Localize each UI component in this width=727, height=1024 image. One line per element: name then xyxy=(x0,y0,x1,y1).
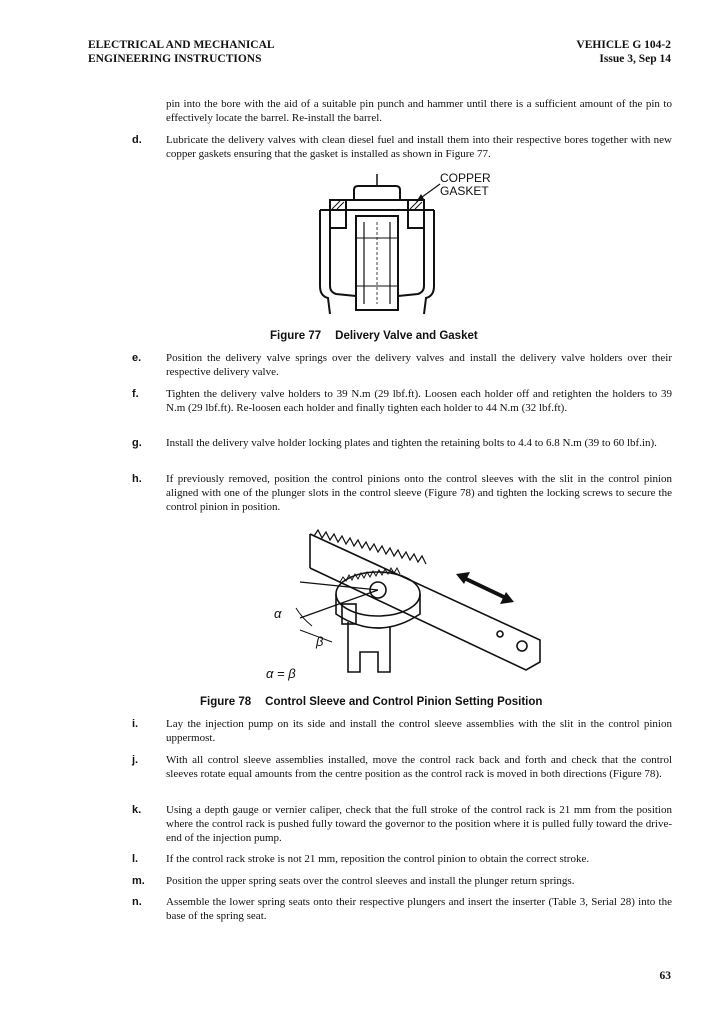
alpha-beta-equation: α = β xyxy=(266,666,296,681)
document-header-right xyxy=(576,38,671,66)
step-text: Install the delivery valve holder locking plates and tighten the retaining bolts to 4.4 to 6.8 N.m (39 to 60 lbf.in). xyxy=(166,437,657,449)
step-label: l. xyxy=(132,853,139,865)
step-text: Assemble the lower spring seats onto their respective plungers and insert the inserter (Table 3, Serial 28) into the base of the spring seat. xyxy=(166,896,672,923)
beta-label: β xyxy=(316,634,324,649)
step-text: If the control rack stroke is not 21 mm, reposition the control pinion to obtain the correct stroke. xyxy=(166,853,590,865)
step-k xyxy=(88,803,672,846)
figure-77-number: Figure 77 xyxy=(270,330,322,342)
step-l xyxy=(88,852,672,866)
figure-77-title: Delivery Valve and Gasket xyxy=(335,330,478,342)
page-number: 63 xyxy=(659,970,671,982)
step-label: f. xyxy=(132,388,139,400)
step-label: g. xyxy=(132,437,142,449)
step-label: h. xyxy=(132,473,142,485)
step-j xyxy=(88,753,672,781)
figure-78-caption xyxy=(200,696,542,708)
figure-78-number: Figure 78 xyxy=(200,696,252,708)
figure-77-caption xyxy=(270,330,478,342)
step-label: j. xyxy=(132,754,139,766)
step-label: i. xyxy=(132,718,139,730)
step-text: Using a depth gauge or vernier caliper, check that the full stroke of the control rack is 21 mm from the position where the control rack is pushed fully toward the governor to the position where it is pulled fully toward the drive-end of the injection pump. xyxy=(166,804,672,845)
header-document-type: ENGINEERING INSTRUCTIONS xyxy=(88,53,262,65)
step-h xyxy=(88,472,672,515)
figure-77-delivery-valve-diagram xyxy=(300,168,510,318)
step-i xyxy=(88,717,672,745)
step-text: If previously removed, position the control pinions onto the control sleeves with the slit in the control pinion aligned with one of the plunger slots in the control sleeve (Figure 78) and tighten the locking screws to secure the control pinion in position. xyxy=(166,473,672,514)
alpha-label: α xyxy=(274,606,282,621)
header-vehicle: VEHICLE G 104-2 xyxy=(576,39,671,51)
header-issue: Issue 3, Sep 14 xyxy=(599,53,671,65)
continuation-paragraph: pin into the bore with the aid of a suitable pin punch and hammer until there is a sufficient amount of the pin to effectively locate the barrel. Re-install the barrel. xyxy=(166,98,672,125)
step-label: e. xyxy=(132,352,142,364)
copper-label-line2: GASKET xyxy=(440,184,489,198)
document-header-left xyxy=(88,38,275,66)
step-e xyxy=(88,351,672,379)
step-d xyxy=(88,133,672,161)
step-text: With all control sleeve assemblies installed, move the control rack back and forth and check that the control sleeves rotate equal amounts from the centre position as the control rack is moved in both directions (Figure 78). xyxy=(166,754,672,781)
step-m xyxy=(88,874,672,888)
step-f xyxy=(88,387,672,415)
step-text: Position the upper spring seats over the control sleeves and install the plunger return springs. xyxy=(166,875,575,887)
step-n xyxy=(88,895,672,923)
copper-label-line1: COPPER xyxy=(440,171,491,185)
figure-78-control-sleeve-diagram xyxy=(260,522,560,684)
step-label: m. xyxy=(132,875,145,887)
step-label: k. xyxy=(132,804,142,816)
figure-78-title: Control Sleeve and Control Pinion Setting Position xyxy=(265,696,543,708)
step-g xyxy=(88,436,672,450)
step-text: Lubricate the delivery valves with clean diesel fuel and install them into their respective bores together with new copper gaskets ensuring that the gasket is installed as shown in Figure 77. xyxy=(166,134,672,161)
header-department: ELECTRICAL AND MECHANICAL xyxy=(88,39,275,51)
step-label: n. xyxy=(132,896,142,908)
step-label: d. xyxy=(132,134,142,146)
step-text: Lay the injection pump on its side and install the control sleeve assemblies with the slit in the control pinion uppermost. xyxy=(166,718,672,745)
step-text: Tighten the delivery valve holders to 39 N.m (29 lbf.ft). Loosen each holder off and retighten the holders to 39 N.m (29 lbf.ft). Re-loosen each holder and finally tighten each holder to 44 N.m (32 lbf.ft). xyxy=(166,388,672,415)
step-text: Position the delivery valve springs over the delivery valves and install the delivery valve holders over their respective delivery valve. xyxy=(166,352,672,379)
